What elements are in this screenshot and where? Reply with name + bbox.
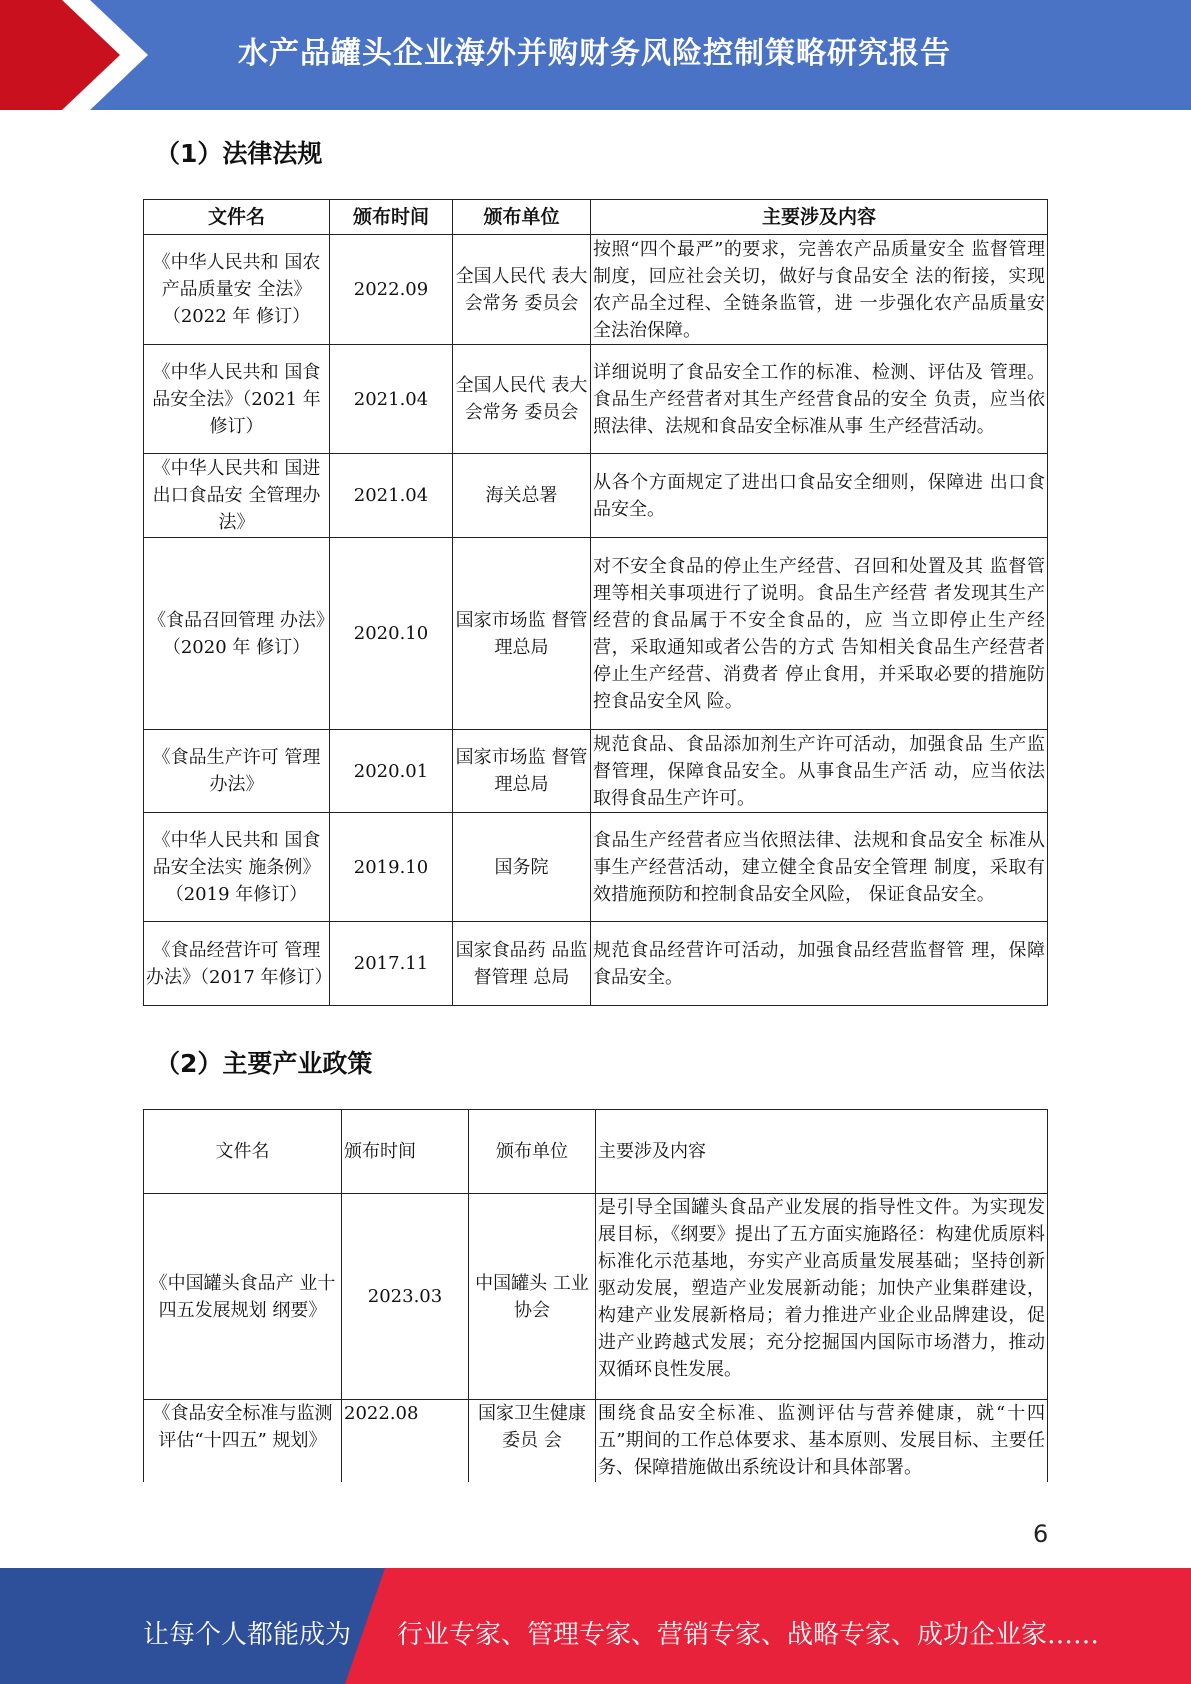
table-row	[144, 345, 1048, 454]
unit-cell: 国家卫生健康委员 会	[469, 1400, 596, 1483]
page-header	[0, 0, 1191, 110]
doc-name-cell: 《食品生产许可 管理办法》	[144, 730, 330, 813]
content-cell: 食品生产经营者应当依照法律、法规和食品安全 标准从事生产经营活动，建立健全食品安全管理 制度，采取有效措施预防和控制食品安全风险， 保证食品安全。	[591, 813, 1048, 922]
unit-cell: 国家市场监 督管理总局	[453, 730, 591, 813]
doc-name-cell: 《食品经营许可 管理办法》（2017 年修订）	[144, 922, 330, 1006]
table-row	[144, 538, 1048, 730]
unit-cell: 海关总署	[453, 454, 591, 538]
laws-table	[143, 199, 1048, 1006]
doc-name-cell: 《食品安全标准与监测评估“十四五” 规划》	[144, 1400, 342, 1483]
table-row	[144, 922, 1048, 1006]
doc-name-cell: 《食品召回管理 办法》（2020 年 修订）	[144, 538, 330, 730]
content-cell: 按照“四个最严”的要求，完善农产品质量安全 监督管理制度，回应社会关切，做好与食品安全 法的衔接，实现农产品全过程、全链条监管，进 一步强化农产品质量安全法治保障。	[591, 235, 1048, 345]
unit-cell: 国家市场监 督管理总局	[453, 538, 591, 730]
doc-name-cell: 《中华人民共和 国农产品质量安 全法》（2022 年 修订）	[144, 235, 330, 345]
date-cell: 2017.11	[330, 922, 453, 1006]
content-cell: 围绕食品安全标准、监测评估与营养健康，就“十四五”期间的工作总体要求、基本原则、发展目标、主要任务、保障措施做出系统设计和具体部署。	[596, 1400, 1048, 1483]
unit-cell: 中国罐头 工业协会	[469, 1194, 596, 1400]
date-cell: 2021.04	[330, 454, 453, 538]
doc-name-cell: 《中华人民共和 国进出口食品安 全管理办法》	[144, 454, 330, 538]
column-header: 颁布单位	[453, 200, 591, 235]
table-row	[144, 1400, 1048, 1483]
doc-name-cell: 《中国罐头食品产 业十四五发展规划 纲要》	[144, 1194, 342, 1400]
content-cell: 是引导全国罐头食品产业发展的指导性文件。为实现发展目标，《纲要》提出了五方面实施路径：构建优质原料标准化示范基地，夯实产业高质量发展基础；坚持创新驱动发展，塑造产业发展新动能；加快产业集群建设，构建产业发展新格局；着力推进产业企业品牌建设，促进产业跨越式发展；充分挖掘国内国际市场潜力，推动双循环良性发展。	[596, 1194, 1048, 1400]
section-heading-laws: （1）法律法规	[155, 139, 323, 168]
table-header-row	[144, 200, 1048, 235]
unit-cell: 全国人民代 表大会常务 委员会	[453, 345, 591, 454]
page-number: 6	[1033, 1520, 1049, 1548]
column-header: 文件名	[144, 200, 330, 235]
doc-name-cell: 《中华人民共和 国食品安全法实 施条例》（2019 年修订）	[144, 813, 330, 922]
unit-cell: 全国人民代 表大会常务 委员会	[453, 235, 591, 345]
content-cell: 从各个方面规定了进出口食品安全细则，保障进 出口食品安全。	[591, 454, 1048, 538]
table-header-row	[144, 1110, 1048, 1194]
policies-table	[143, 1109, 1048, 1482]
page-footer	[0, 1568, 1191, 1684]
footer-slogan-right: 行业专家、管理专家、营销专家、战略专家、成功企业家……	[397, 1620, 1100, 1650]
date-cell: 2020.01	[330, 730, 453, 813]
column-header: 文件名	[144, 1110, 342, 1194]
doc-name-cell: 《中华人民共和 国食品安全法》（2021 年修订）	[144, 345, 330, 454]
column-header: 主要涉及内容	[596, 1110, 1048, 1194]
header-title: 水产品罐头企业海外并购财务风险控制策略研究报告	[238, 36, 951, 71]
date-cell: 2023.03	[342, 1194, 469, 1400]
column-header: 主要涉及内容	[591, 200, 1048, 235]
content-cell: 详细说明了食品安全工作的标准、检测、评估及 管理。食品生产经营者对其生产经营食品的安全 负责，应当依照法律、法规和食品安全标准从事 生产经营活动。	[591, 345, 1048, 454]
date-cell: 2021.04	[330, 345, 453, 454]
date-cell: 2019.10	[330, 813, 453, 922]
content-cell: 对不安全食品的停止生产经营、召回和处置及其 监督管理等相关事项进行了说明。食品生产经营 者发现其生产经营的食品属于不安全食品的，应 当立即停止生产经营，采取通知或者公告的方式 告知相关食品生产经营者停止生产经营、消费者 停止食用，并采取必要的措施防控食品安全风 险。	[591, 538, 1048, 730]
table-row	[144, 1194, 1048, 1400]
content-cell: 规范食品经营许可活动，加强食品经营监督管 理，保障食品安全。	[591, 922, 1048, 1006]
column-header: 颁布时间	[330, 200, 453, 235]
date-cell: 2020.10	[330, 538, 453, 730]
unit-cell: 国务院	[453, 813, 591, 922]
footer-slogan-left: 让每个人都能成为	[143, 1620, 352, 1650]
column-header: 颁布单位	[469, 1110, 596, 1194]
date-cell: 2022.09	[330, 235, 453, 345]
content-cell: 规范食品、食品添加剂生产许可活动，加强食品 生产监督管理，保障食品安全。从事食品生产活 动，应当依法取得食品生产许可。	[591, 730, 1048, 813]
table-row	[144, 813, 1048, 922]
date-cell: 2022.08	[342, 1400, 469, 1483]
unit-cell: 国家食品药 品监督管理 总局	[453, 922, 591, 1006]
table-row	[144, 235, 1048, 345]
table-row	[144, 454, 1048, 538]
section-heading-policies: （2）主要产业政策	[155, 1049, 373, 1078]
column-header: 颁布时间	[342, 1110, 469, 1194]
policies-table-clip	[130, 1109, 1070, 1482]
table-row	[144, 730, 1048, 813]
